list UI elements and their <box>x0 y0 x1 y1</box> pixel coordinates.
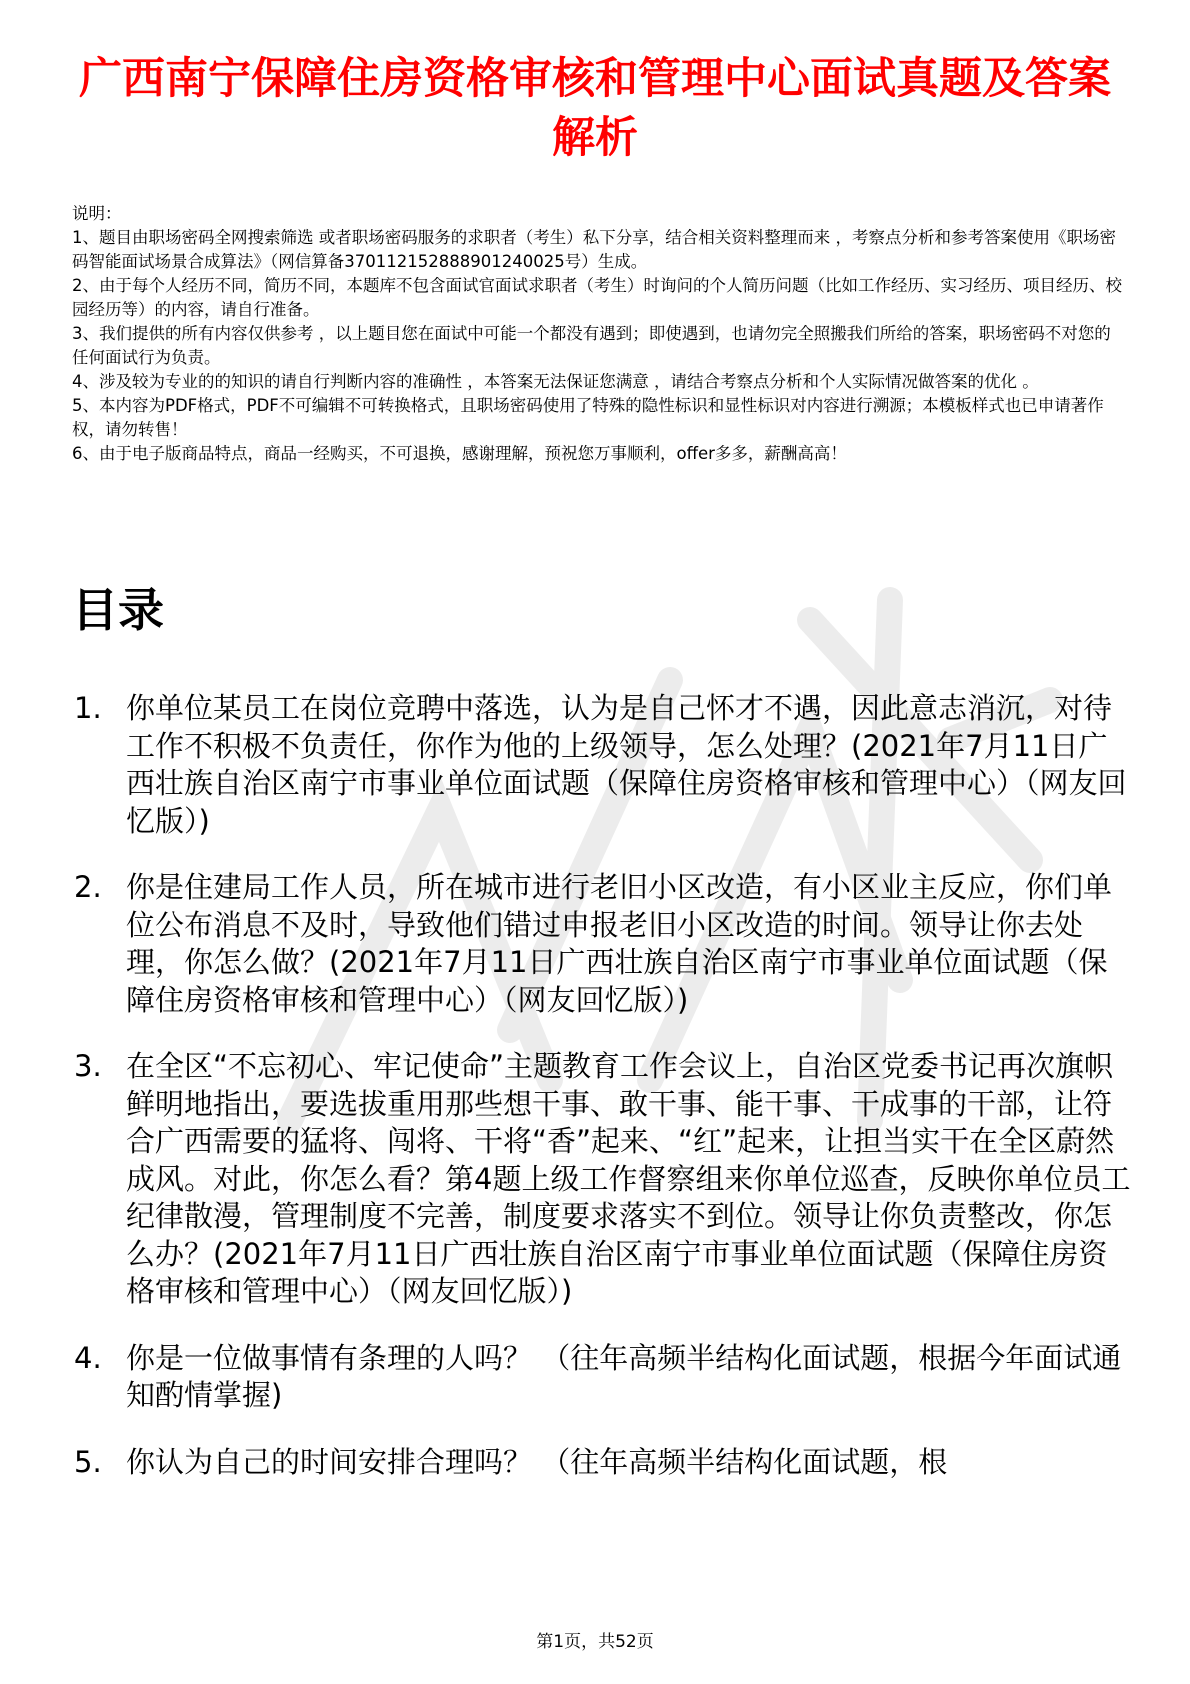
toc-item-3[interactable] <box>74 1048 1134 1311</box>
toc-item-number: 1. <box>74 691 102 725</box>
toc-item-text: 在全区“不忘初心、牢记使命”主题教育工作会议上，自治区党委书记再次旗帜鲜明地指出，要选拔重用那些想干事、敢干事、能干事、干成事的干部，让符合广西需要的猛将、闯将、干将“香”起来、“红”起来，让担当实干在全区蔚然成风。对此，你怎么看？第4题上级工作督察组来你单位巡查，反映你单位员工纪律散漫，管理制度不完善，制度要求落实不到位。领导让你负责整改，你怎么办？(2021年7月11日广西壮族自治区南宁市事业单位面试题（保障住房资格审核和管理中心）（网友回忆版）) <box>126 1049 1131 1308</box>
note-item-2: 2、由于每个人经历不同，简历不同，本题库不包含面试官面试求职者（考生）时询问的个人简历问题（比如工作经历、实习经历、项目经历、校园经历等）的内容，请自行准备。 <box>72 276 1122 319</box>
toc-item-number: 5. <box>74 1444 102 1479</box>
notes-heading: 说明： <box>72 204 122 223</box>
note-item-6: 6、由于电子版商品特点，商品一经购买，不可退换，感谢理解，预祝您万事顺利，offer多多，薪酬高高！ <box>72 444 847 463</box>
note-item-4: 4、涉及较为专业的的知识的请自行判断内容的准确性 ，本答案无法保证您满意 ，请结合考察点分析和个人实际情况做答案的优化 。 <box>72 372 1039 391</box>
document-title: 广西南宁保障住房资格审核和管理中心面试真题及答案解析 <box>79 54 1111 163</box>
toc-item-number: 3. <box>74 1049 102 1083</box>
toc-item-5[interactable] <box>74 1444 1134 1482</box>
toc-heading: 目录 <box>72 583 164 637</box>
toc-item-1[interactable] <box>74 690 1134 840</box>
toc-item-4[interactable] <box>74 1340 1134 1415</box>
toc-item-text: 你单位某员工在岗位竞聘中落选，认为是自己怀才不遇，因此意志消沉，对待工作不积极不负责任，你作为他的上级领导，怎么处理？(2021年7月11日广西壮族自治区南宁市事业单位面试题（保障住房资格审核和管理中心）（网友回忆版）) <box>126 691 1127 838</box>
notes-section <box>72 202 1122 466</box>
toc-item-text: 你是住建局工作人员，所在城市进行老旧小区改造，有小区业主反应，你们单位公布消息不及时，导致他们错过申报老旧小区改造的时间。领导让你去处理，你怎么做？(2021年7月11日广西壮族自治区南宁市事业单位面试题（保障住房资格审核和管理中心）（网友回忆版）) <box>126 870 1113 1017</box>
toc-item-number: 2. <box>74 870 102 904</box>
note-item-1: 1、题目由职场密码全网搜索筛选 或者职场密码服务的求职者（考生）私下分享，结合相关资料整理而来 ，考察点分析和参考答案使用《职场密码智能面试场景合成算法》（网信算备370112152888901240025号）生成。 <box>72 228 1116 271</box>
note-item-3: 3、我们提供的所有内容仅供参考 ，以上题目您在面试中可能一个都没有遇到；即使遇到，也请勿完全照搬我们所给的答案，职场密码不对您的任何面试行为负责。 <box>72 324 1111 367</box>
toc-item-2[interactable] <box>74 869 1134 1019</box>
note-item-5: 5、本内容为PDF格式，PDF不可编辑不可转换格式，且职场密码使用了特殊的隐性标识和显性标识对内容进行溯源；本模板样式也已申请著作权，请勿转售！ <box>72 396 1104 439</box>
toc-item-number: 4. <box>74 1340 102 1375</box>
toc-list <box>74 690 1134 1510</box>
toc-item-text: 你是一位做事情有条理的人吗？ （往年高频半结构化面试题，根据今年面试通知酌情掌握) <box>126 1340 1122 1412</box>
toc-item-text: 你认为自己的时间安排合理吗？ （往年高频半结构化面试题，根 <box>126 1444 948 1479</box>
page-footer: 第1页，共52页 <box>536 1632 654 1652</box>
